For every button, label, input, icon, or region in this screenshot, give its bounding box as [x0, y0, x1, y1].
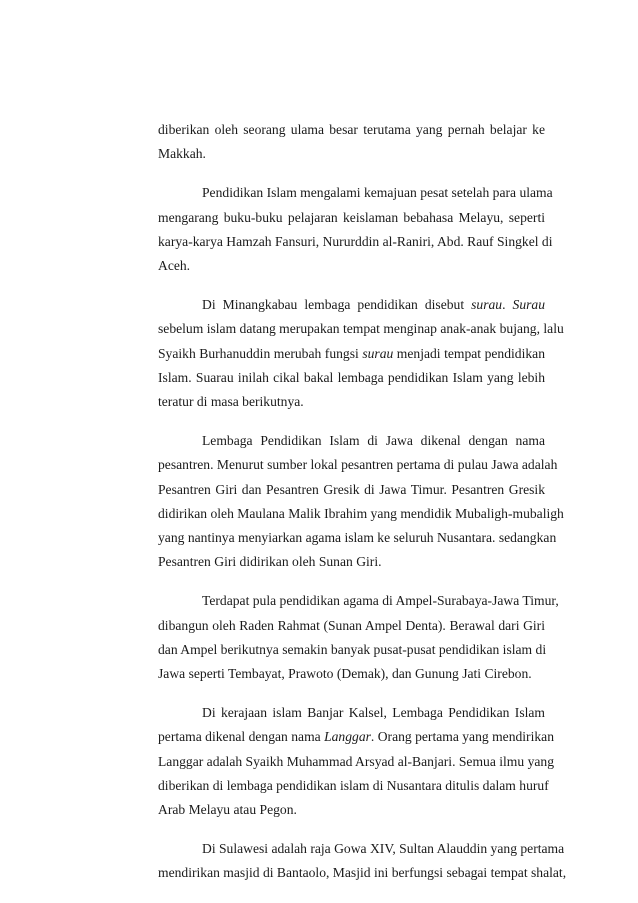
text-line — [158, 502, 564, 526]
text-line — [158, 526, 557, 550]
text-line — [158, 206, 545, 230]
body-paragraph — [158, 837, 567, 885]
text-run: Pesantren Giri didirikan oleh Sunan Giri. — [158, 554, 382, 570]
text-run: sebelum islam datang merupakan tempat menginap anak-anak bujang, lalu — [158, 321, 564, 337]
text-run: . Orang pertama yang mendirikan — [370, 729, 554, 745]
body-paragraph — [158, 701, 555, 822]
text-run: Lembaga Pendidikan Islam di Jawa dikenal dengan nama — [202, 433, 545, 449]
text-line — [158, 837, 565, 861]
body-paragraph — [158, 429, 564, 574]
text-run: Syaikh Burhanuddin merubah fungsi — [158, 345, 363, 361]
text-run: teratur di masa berikutnya. — [158, 394, 304, 410]
text-run: Pendidikan Islam mengalami kemajuan pesat setelah para ulama — [202, 185, 553, 201]
text-run: Jawa seperti Tembayat, Prawoto (Demak), dan Gunung Jati Cirebon. — [158, 666, 532, 682]
text-line — [158, 614, 545, 638]
text-run: menjadi tempat pendidikan — [393, 345, 545, 361]
text-line — [158, 550, 545, 574]
text-run: diberikan di lembaga pendidikan islam di Nusantara ditulis dalam huruf — [158, 777, 549, 793]
text-run: dan Ampel berikutnya semakin banyak pusat-pusat pendidikan islam di — [158, 641, 547, 657]
text-run: Terdapat pula pendidikan agama di Ampel-Surabaya-Jawa Timur, — [202, 593, 559, 609]
text-line — [158, 589, 559, 613]
text-run: mendirikan masjid di Bantaolo, Masjid ini berfungsi sebagai tempat shalat, — [158, 865, 567, 881]
text-run: karya-karya Hamzah Fansuri, Nururddin al-Raniri, Abd. Rauf Singkel di — [158, 233, 553, 249]
text-line — [158, 798, 545, 822]
text-line — [158, 725, 554, 749]
text-line — [158, 230, 553, 254]
text-run: didirikan oleh Maulana Malik Ibrahim yang mendidik Mubaligh-mubaligh — [158, 505, 564, 521]
text-run: Di Sulawesi adalah raja Gowa XIV, Sultan Alauddin yang pertama — [202, 841, 565, 857]
text-line — [158, 118, 545, 142]
text-run: Di Minangkabau lembaga pendidikan disebut — [202, 297, 472, 313]
text-line — [158, 701, 545, 725]
text-line — [158, 774, 549, 798]
text-line — [158, 429, 545, 453]
text-line — [158, 142, 545, 166]
text-run: dibangun oleh Raden Rahmat (Sunan Ampel Denta). Berawal dari Giri — [158, 617, 545, 633]
text-line — [158, 638, 545, 662]
text-run: pesantren. Menurut sumber lokal pesantren pertama di pulau Jawa adalah — [158, 457, 558, 473]
body-paragraph — [158, 118, 545, 166]
italic-term: Surau — [512, 297, 546, 313]
body-paragraph — [158, 293, 564, 414]
text-run: Pesantren Giri dan Pesantren Gresik di Jawa Timur. Pesantren Gresik — [158, 481, 545, 497]
text-run: Di kerajaan islam Banjar Kalsel, Lembaga Pendidikan Islam — [202, 705, 545, 721]
text-run: Aceh. — [158, 258, 191, 274]
text-line — [158, 662, 545, 686]
body-paragraph — [158, 181, 553, 278]
text-run: Langgar adalah Syaikh Muhammad Arsyad al-Banjari. Semua ilmu yang — [158, 753, 555, 769]
text-run: mengarang buku-buku pelajaran keislaman bebahasa Melayu, seperti — [158, 209, 545, 225]
text-run: pertama dikenal dengan nama — [158, 729, 325, 745]
text-line — [158, 750, 555, 774]
text-run: yang nantinya menyiarkan agama islam ke seluruh Nusantara. sedangkan — [158, 530, 557, 546]
text-line — [158, 342, 545, 366]
text-run: Islam. Suarau inilah cikal bakal lembaga pendidikan Islam yang lebih — [158, 369, 545, 385]
text-line — [158, 317, 564, 341]
text-run: . — [502, 297, 513, 313]
text-run: Arab Melayu atau Pegon. — [158, 802, 297, 818]
text-line — [158, 861, 567, 885]
italic-term: Langgar — [324, 729, 371, 745]
italic-term: surau — [362, 345, 394, 361]
text-line — [158, 390, 545, 414]
text-line — [158, 478, 545, 502]
text-line — [158, 453, 558, 477]
text-run: Makkah. — [158, 146, 206, 162]
italic-term: surau — [471, 297, 503, 313]
text-line — [158, 293, 545, 317]
text-line — [158, 181, 553, 205]
body-paragraph — [158, 589, 559, 686]
document-body — [158, 118, 567, 901]
text-line — [158, 366, 545, 390]
text-line — [158, 254, 545, 278]
text-run: diberikan oleh seorang ulama besar terutama yang pernah belajar ke — [158, 122, 545, 137]
